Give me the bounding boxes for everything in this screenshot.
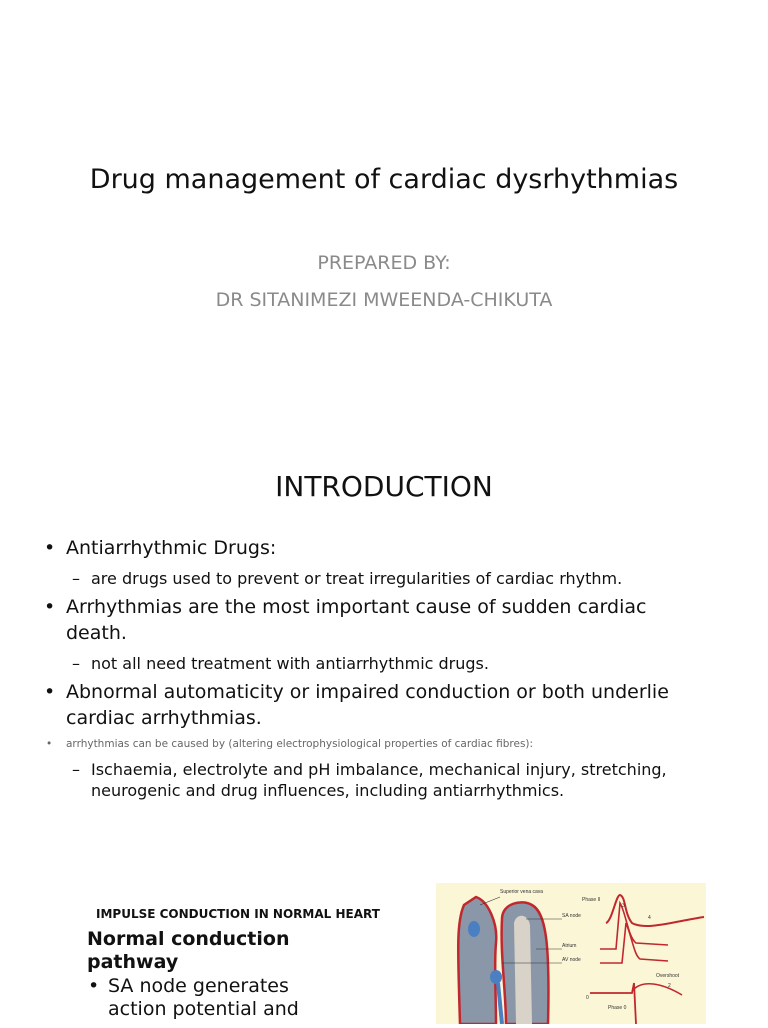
small-bullet-text: arrhythmias can be caused by (altering electrophysiological properties of cardiac fibres): xyxy=(66,738,534,750)
sub-bullet-text: are drugs used to prevent or treat irregularities of cardiac rhythm. xyxy=(91,569,623,588)
bullet-dot-icon: • xyxy=(44,596,56,618)
av-node-label: AV node xyxy=(562,957,581,963)
bullet-text: Arrhythmias are the most important cause of sudden cardiac death. xyxy=(66,596,647,644)
heart-diagram-svg xyxy=(436,883,706,1024)
svc-label: Superior vena cava xyxy=(500,889,544,895)
bullet-dot-icon: • xyxy=(44,681,56,703)
av-node-icon xyxy=(490,970,502,984)
septum-shape xyxy=(514,916,532,1024)
bullet-dot-icon: • xyxy=(46,738,53,750)
sa-node-bullet-text: SA node generates action potential and xyxy=(108,975,299,1020)
bullet-antiarrhythmic xyxy=(44,535,706,561)
dash-icon: – xyxy=(72,760,80,779)
bullet-text: Abnormal automaticity or impaired conduction or both underlie cardiac arrhythmias. xyxy=(66,681,669,729)
bullet-sudden-death xyxy=(44,594,686,646)
phase2-label: Phase II xyxy=(582,897,601,903)
slide-title: Drug management of cardiac dysrhythmias xyxy=(89,164,679,195)
sa-node-label: SA node xyxy=(562,913,581,919)
bullet-dot-icon: • xyxy=(44,537,56,559)
svg-text:0: 0 xyxy=(586,995,589,1001)
impulse-conduction-heading: IMPULSE CONDUCTION IN NORMAL HEART xyxy=(96,907,380,921)
phase0-label: Phase 0 xyxy=(608,1005,627,1011)
right-atrium-shape xyxy=(458,897,496,1024)
dash-icon: – xyxy=(72,569,80,588)
bullet-text: Antiarrhythmic Drugs: xyxy=(66,537,277,559)
svg-text:4: 4 xyxy=(648,915,651,921)
small-bullet-causes xyxy=(46,737,706,751)
atrium-label: Atrium xyxy=(562,943,577,949)
sub-bullet-causes-list xyxy=(72,759,711,801)
dash-icon: – xyxy=(72,654,80,673)
author-name: DR SITANIMEZI MWEENDA-CHIKUTA xyxy=(215,289,553,311)
sub-bullet-text: not all need treatment with antiarrhythmic drugs. xyxy=(91,654,489,673)
sub-bullet-text: Ischaemia, electrolyte and pH imbalance, mechanical injury, stretching, neurogenic and drug influences, including antiarrhythmics. xyxy=(91,760,667,800)
heart-conduction-diagram xyxy=(436,883,706,1024)
bullet-dot-icon: • xyxy=(88,975,100,997)
sub-bullet-definition xyxy=(72,568,711,589)
sa-node-bullet xyxy=(88,975,338,1021)
sub-bullet-treatment xyxy=(72,653,711,674)
sa-node-icon xyxy=(468,921,480,937)
normal-conduction-subheading: Normal conduction pathway xyxy=(87,928,290,973)
introduction-heading: INTRODUCTION xyxy=(275,470,493,503)
svg-text:2: 2 xyxy=(668,983,671,989)
overshoot-label: Overshoot xyxy=(656,973,680,979)
prepared-by-label: PREPARED BY: xyxy=(317,252,451,274)
svg-text:3: 3 xyxy=(622,903,625,909)
bullet-automaticity xyxy=(44,679,706,731)
